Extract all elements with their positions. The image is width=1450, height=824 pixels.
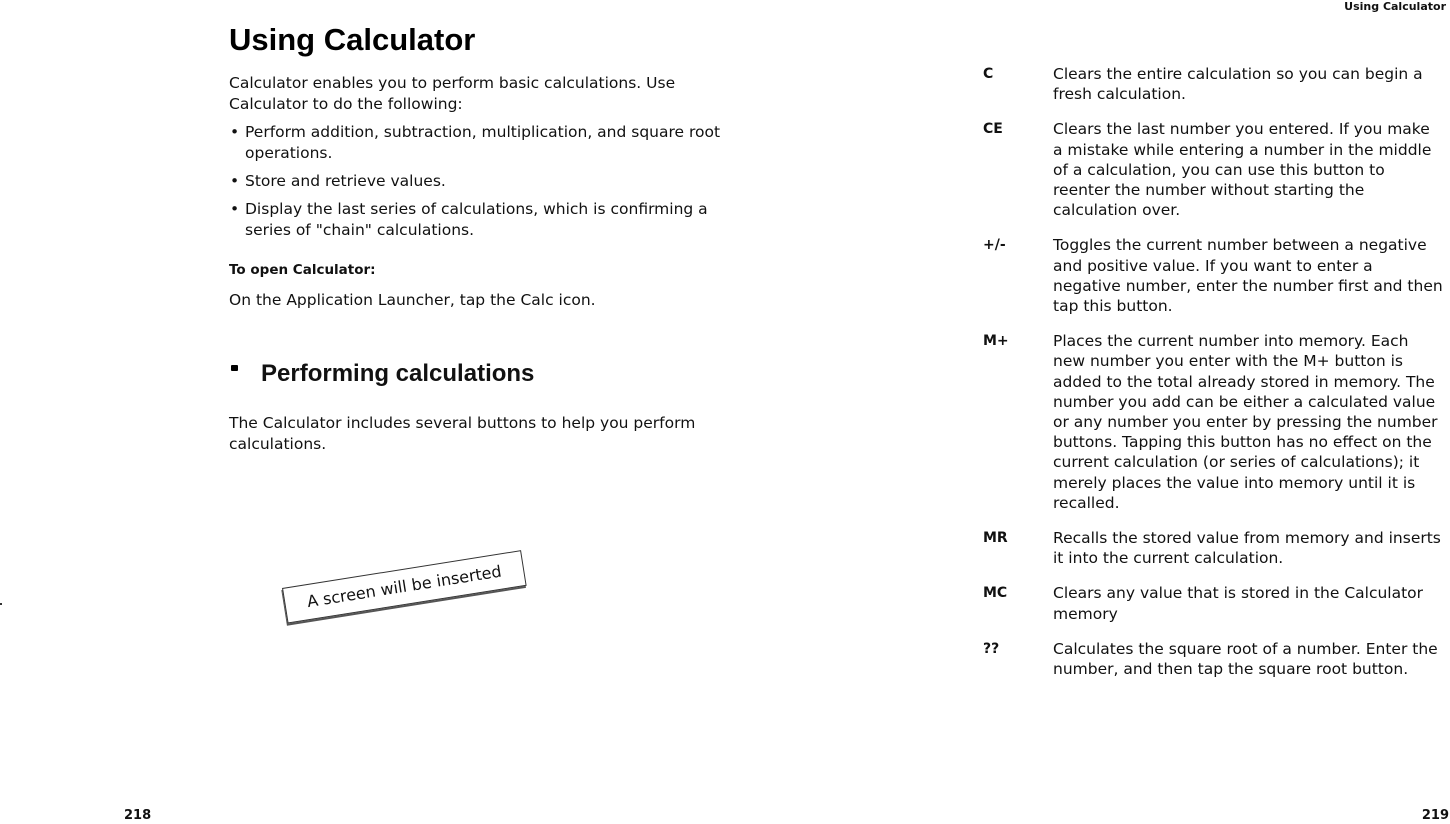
section-title: Performing calculations <box>261 360 535 387</box>
definition-row <box>983 64 1443 104</box>
screenshot-placeholder: A screen will be inserted <box>282 550 527 623</box>
list-item-text: Store and retrieve values. <box>245 172 446 190</box>
bullet-marker: • <box>230 172 240 190</box>
section-marker-icon <box>231 365 238 371</box>
list-item <box>229 122 729 164</box>
button-description: Clears any value that is stored in the Calculator memory <box>1053 584 1424 623</box>
bullet-marker: • <box>230 123 240 141</box>
button-term: M+ <box>983 333 1009 350</box>
definition-row <box>983 331 1443 513</box>
button-term: CE <box>983 121 1003 138</box>
button-term: +/- <box>983 237 1006 254</box>
definition-row <box>983 583 1443 623</box>
page-title: Using Calculator <box>229 22 476 57</box>
button-term: C <box>983 66 994 82</box>
page-number-right: 219 <box>1421 808 1449 823</box>
button-description: Clears the entire calculation so you can begin a fresh calculation. <box>1053 65 1423 104</box>
button-description: Places the current number into memory. Each new number you enter with the M+ button is added to the total already stored in memory. The number you add can be either a calculated value or any number you enter by pressing the number buttons. Tapping this button has no effect on the current calculation (or series of calculations); it merely places the value into memory until it is recalled. <box>1053 332 1438 512</box>
definition-row <box>983 119 1443 220</box>
button-description: Calculates the square root of a number. Enter the number, and then tap the square root button. <box>1053 639 1438 679</box>
list-item <box>229 199 729 241</box>
button-term: MC <box>983 585 1008 602</box>
definition-row <box>983 528 1443 568</box>
margin-mark <box>0 603 2 605</box>
intro-paragraph: Calculator enables you to perform basic calculations. Use Calculator to do the following: <box>229 74 676 113</box>
definition-row <box>983 639 1443 679</box>
list-item <box>229 171 729 192</box>
button-description: Clears the last number you entered. If you make a mistake while entering a number in the middle of a calculation, you can use this button to reenter the number without starting the calculation over. <box>1053 120 1432 220</box>
feature-list <box>229 122 729 248</box>
button-description: Recalls the stored value from memory and inserts it into the current calculation. <box>1053 529 1441 568</box>
button-definition-list <box>983 64 1443 694</box>
button-term: ?? <box>983 640 1000 657</box>
definition-row <box>983 235 1443 316</box>
procedure-step: On the Application Launcher, tap the Calc icon. <box>229 291 596 309</box>
list-item-text: Perform addition, subtraction, multiplication, and square root operations. <box>245 123 721 162</box>
list-item-text: Display the last series of calculations, which is confirming a series of "chain" calculations. <box>245 200 708 239</box>
section-paragraph: The Calculator includes several buttons to help you perform calculations. <box>229 414 696 453</box>
button-description: Toggles the current number between a negative and positive value. If you want to enter a negative number, enter the number first and then tap this button. <box>1053 236 1443 316</box>
button-term: MR <box>983 530 1008 547</box>
running-header: Using Calculator <box>1344 0 1446 13</box>
page-number-left: 218 <box>124 808 152 823</box>
bullet-marker: • <box>230 200 240 218</box>
procedure-heading: To open Calculator: <box>229 262 376 278</box>
